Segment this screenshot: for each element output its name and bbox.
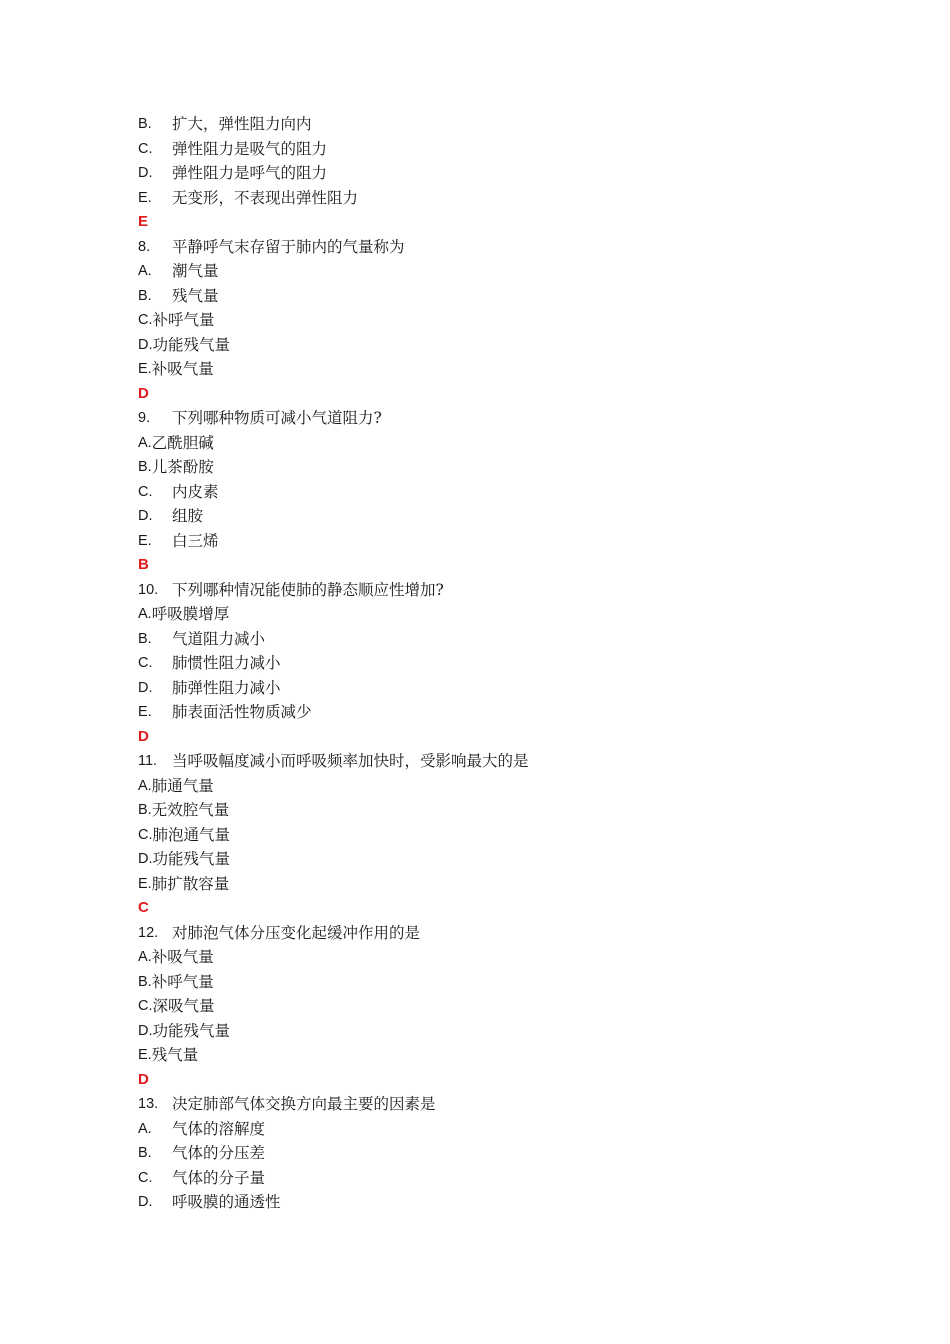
answer-option xyxy=(138,161,838,186)
answer-option xyxy=(138,1190,838,1215)
answer-option xyxy=(138,970,838,995)
answer-option xyxy=(138,186,838,211)
question-stem xyxy=(138,749,838,774)
answer-option xyxy=(138,504,838,529)
question-text: 下列哪种物质可减小气道阻力? xyxy=(172,409,382,427)
answer-key xyxy=(138,1068,838,1093)
question-stem xyxy=(138,921,838,946)
option-text: 肺表面活性物质减少 xyxy=(172,703,312,721)
answer-option xyxy=(138,259,838,284)
answer-option xyxy=(138,872,838,897)
question-text: 下列哪种情况能使肺的静态顺应性增加? xyxy=(172,580,444,599)
option-label: D. xyxy=(138,508,153,524)
answer-key xyxy=(138,553,838,578)
question-text: 对肺泡气体分压变化起缓冲作用的是 xyxy=(172,923,421,942)
answer-option xyxy=(138,455,838,480)
question-stem xyxy=(138,406,838,431)
option-label: B. xyxy=(138,459,152,475)
option-label: A. xyxy=(138,606,152,622)
option-label: B. xyxy=(138,973,152,990)
option-label: C. xyxy=(138,483,153,500)
option-label: D. xyxy=(138,336,153,353)
option-label: D. xyxy=(138,1194,153,1210)
option-text: 残气量 xyxy=(172,286,219,305)
option-text: 呼吸膜的通透性 xyxy=(172,1193,281,1211)
option-text: 气体的溶解度 xyxy=(172,1119,266,1138)
option-label: D. xyxy=(138,851,153,867)
option-text: 无效腔气量 xyxy=(151,801,230,819)
option-text: 肺泡通气量 xyxy=(152,825,231,844)
option-label: B. xyxy=(138,630,152,647)
question-number: 10. xyxy=(138,581,159,598)
answer-letter: E xyxy=(138,213,149,230)
option-text: 肺扩散容量 xyxy=(151,874,230,893)
question-text: 平静呼气末存留于肺内的气量称为 xyxy=(172,237,405,256)
option-label: B. xyxy=(138,116,152,132)
answer-option xyxy=(138,1117,838,1142)
answer-letter: C xyxy=(138,899,149,916)
option-label: B. xyxy=(138,1145,152,1161)
answer-key xyxy=(138,210,838,235)
option-text: 呼吸膜增厚 xyxy=(151,605,230,623)
option-label: A. xyxy=(138,263,152,279)
answer-key xyxy=(138,896,838,921)
answer-letter: B xyxy=(138,556,149,573)
option-label: E. xyxy=(138,532,152,549)
answer-option xyxy=(138,480,838,505)
option-label: C. xyxy=(138,998,153,1014)
answer-letter: D xyxy=(138,727,149,745)
option-label: B. xyxy=(138,287,152,304)
answer-option xyxy=(138,823,838,848)
question-number: 12. xyxy=(138,924,159,941)
answer-option xyxy=(138,308,838,333)
option-text: 扩大，弹性阻力向内 xyxy=(172,115,312,133)
option-label: D. xyxy=(138,679,153,696)
answer-option xyxy=(138,602,838,627)
option-text: 弹性阻力是吸气的阻力 xyxy=(172,139,328,158)
option-text: 补呼气量 xyxy=(152,311,215,329)
option-label: C. xyxy=(138,826,153,843)
answer-option xyxy=(138,1043,838,1068)
answer-option xyxy=(138,847,838,872)
option-text: 气道阻力减小 xyxy=(172,629,266,648)
option-text: 气体的分子量 xyxy=(172,1168,266,1187)
option-text: 儿茶酚胺 xyxy=(151,458,214,476)
option-label: A. xyxy=(138,949,152,965)
document-page xyxy=(138,112,838,1215)
option-text: 肺通气量 xyxy=(151,776,214,795)
option-text: 无变形，不表现出弹性阻力 xyxy=(172,188,359,207)
option-text: 组胺 xyxy=(172,507,204,525)
option-text: 气体的分压差 xyxy=(172,1144,266,1162)
answer-option xyxy=(138,994,838,1019)
option-text: 补呼气量 xyxy=(151,972,214,991)
answer-option xyxy=(138,798,838,823)
option-label: C. xyxy=(138,312,153,328)
answer-option xyxy=(138,333,838,358)
answer-option xyxy=(138,284,838,309)
option-text: 补吸气量 xyxy=(151,360,214,378)
answer-option xyxy=(138,137,838,162)
answer-option xyxy=(138,945,838,970)
option-label: E. xyxy=(138,189,152,206)
option-text: 功能残气量 xyxy=(152,335,231,354)
option-label: C. xyxy=(138,655,153,671)
option-text: 白三烯 xyxy=(172,531,219,550)
option-label: C. xyxy=(138,140,153,157)
answer-option xyxy=(138,529,838,554)
answer-option xyxy=(138,357,838,382)
option-label: B. xyxy=(138,802,152,818)
answer-option xyxy=(138,1019,838,1044)
option-label: D. xyxy=(138,165,153,181)
question-stem xyxy=(138,235,838,260)
answer-letter: D xyxy=(138,1070,149,1088)
question-stem xyxy=(138,578,838,603)
option-text: 肺惯性阻力减小 xyxy=(172,654,281,672)
answer-option xyxy=(138,112,838,137)
answer-option xyxy=(138,651,838,676)
question-number: 9. xyxy=(138,410,151,426)
answer-key xyxy=(138,725,838,750)
option-label: E. xyxy=(138,704,152,720)
option-text: 潮气量 xyxy=(172,262,219,280)
option-label: E. xyxy=(138,361,152,377)
option-label: A. xyxy=(138,777,152,794)
answer-option xyxy=(138,1166,838,1191)
option-label: A. xyxy=(138,1120,152,1137)
option-text: 肺弹性阻力减小 xyxy=(172,678,281,697)
answer-option xyxy=(138,700,838,725)
answer-key xyxy=(138,382,838,407)
answer-option xyxy=(138,627,838,652)
option-label: C. xyxy=(138,1169,153,1186)
option-text: 乙酰胆碱 xyxy=(151,433,214,452)
answer-option xyxy=(138,1141,838,1166)
answer-letter: D xyxy=(138,384,149,402)
answer-option xyxy=(138,431,838,456)
option-text: 残气量 xyxy=(151,1046,199,1064)
question-number: 13. xyxy=(138,1096,159,1112)
option-label: E. xyxy=(138,875,152,892)
question-number: 11. xyxy=(138,753,158,769)
answer-option xyxy=(138,676,838,701)
question-number: 8. xyxy=(138,238,151,255)
option-text: 弹性阻力是呼气的阻力 xyxy=(172,164,328,182)
option-label: D. xyxy=(138,1022,153,1039)
question-stem xyxy=(138,1092,838,1117)
option-text: 内皮素 xyxy=(172,482,219,501)
option-text: 深吸气量 xyxy=(152,997,215,1015)
option-text: 功能残气量 xyxy=(152,1021,231,1040)
option-text: 补吸气量 xyxy=(151,948,214,966)
question-text: 决定肺部气体交换方向最主要的因素是 xyxy=(172,1095,436,1113)
option-label: E. xyxy=(138,1047,152,1063)
option-label: A. xyxy=(138,434,152,451)
question-text: 当呼吸幅度减小而呼吸频率加快时，受影响最大的是 xyxy=(172,752,529,770)
answer-option xyxy=(138,774,838,799)
option-text: 功能残气量 xyxy=(152,850,231,868)
